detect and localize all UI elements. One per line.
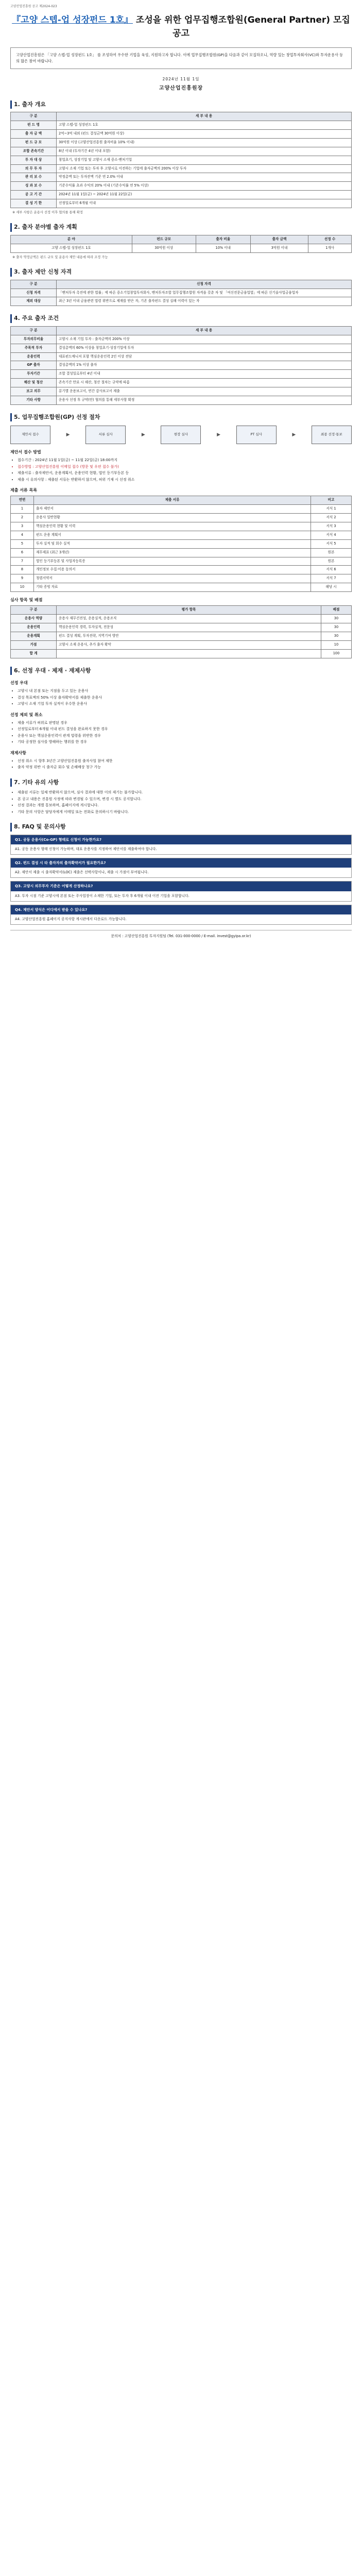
table-cell: 3억원 이내 [250,244,308,252]
row-key: 주목적 투자 [11,344,57,352]
row-value: 창업초기, 성장기업 및 고양시 소재 중소·벤처기업 [57,156,352,164]
list-item: • 기타 문의 사항은 담당자에게 이메일 또는 전화로 문의하시기 바랍니다. [18,809,352,815]
list-item: • 본 공고 내용은 진흥원 사정에 따라 변경될 수 있으며, 변경 시 별도 공지합니다. [18,796,352,802]
list-item: • 제출서류 : 출자제안서, 운용계획서, 운용인력 현황, 법인 등기부등본 등 [18,470,352,476]
col-header: 펀드 규모 [132,235,196,244]
row-value: 기준수익률 초과 수익의 20% 이내 (기준수익률 연 5% 이상) [57,182,352,191]
col-header: 선정 수 [308,235,352,244]
row-value: 고양시 소재 기업 또는 투자 후 고양시로 이전하는 기업에 출자금액의 200% 이상 투자 [57,164,352,173]
notice-date: 2024년 11월 1일 [162,77,200,82]
fund-overview-table [10,112,352,208]
table-row: 2 운용사 일반현황 서식 2 [11,514,352,522]
faq-question: Q2. 펀드 결성 시 타 출자자의 출자확약서가 필요한가요? [11,858,351,868]
list-item: • 제출된 서류는 일체 반환하지 않으며, 심사 결과에 대한 이의 제기는 불가합니다. [18,790,352,795]
row-key: 제외 대상 [11,297,57,306]
faq-question: Q4. 제안서 양식은 어디에서 받을 수 있나요? [11,905,351,915]
row-value: 8년 이내 (투자기간 4년 이내 포함) [57,147,352,156]
row-value: 고양시 소재 기업 투자 : 출자금액의 200% 이상 [57,335,352,344]
row-value: 선정일로부터 6개월 이내 [57,199,352,208]
table-cell: 1개사 [308,244,352,252]
title-suffix: 조성을 위한 업무집행조합원(General Partner) 모집 공고 [135,15,350,39]
list-item: • 접수기간 : 2024년 11월 1일(금) ~ 11월 22일(금) 18:00까지 [18,457,352,463]
table-row: 9 청렴서약서 서식 7 [11,574,352,583]
notes-list [10,790,352,815]
row-value: 2024년 11월 1일(금) ~ 2024년 11월 22일(금) [57,191,352,199]
col-label: 구 분 [11,112,57,121]
list-item: • 출자 약정 위반 시 출자금 회수 및 손해배상 청구 가능 [18,765,352,770]
row-value: 2억~3억 내외 (펀드 결성금액 30억원 이상) [57,130,352,139]
col-header: 구 분 [11,606,57,615]
row-key: 투자기간 [11,370,57,379]
faq-item [10,881,352,901]
section-2-heading: 2. 출자 분야별 출자 계획 [10,223,352,232]
row-key: GP 출자 [11,361,57,370]
row-value: 최근 3년 이내 금융관련 법령 위반으로 제재를 받은 자, 기존 출자펀드 결성 실패 이력이 있는 자 [57,297,352,306]
row-value: 대표펀드매니저 포함 핵심운용인력 2인 이상 전담 [57,352,352,361]
table-cell: 고양 스텝-업 성장펀드 1호 [11,244,132,252]
list-item: • 고양시 내 본점 또는 지점을 두고 있는 운용사 [18,688,352,694]
issuer-name: 고양산업진흥원장 [159,85,203,91]
section-4-heading: 4. 주요 출자 조건 [10,314,352,323]
investment-plan-table [10,235,352,253]
flow-step: 현장 실사 [161,426,201,444]
faq-question: Q3. 고양시 의무투자 기준은 어떻게 산정하나요? [11,882,351,891]
evaluation-table [10,605,352,658]
row-value: 「벤처투자 촉진에 관한 법률」에 따른 중소기업창업투자회사, 벤처투자조합 업무집행조합원 자격을 갖춘 자 및 「여신전문금융업법」에 따른 신기술사업금융업자 [57,289,352,297]
col-header: 구 분 [11,280,57,289]
row-key: 운용인력 [11,352,57,361]
faq-question: Q1. 공동 운용사(Co-GP) 형태로 신청이 가능한가요? [11,835,351,845]
row-value: 운용사 선정 후 규약(안) 협의를 통해 세부사항 확정 [57,396,352,404]
table-cell: 30억원 이상 [132,244,196,252]
row-key: 펀 드 규 모 [11,138,57,147]
list-item: • 제출 시 유의사항 : 제출된 서류는 반환하지 않으며, 허위 기재 시 선정 취소 [18,477,352,483]
contact-info: 문의처 : 고양산업진흥원 투자지원팀 (Tel. 031-000-0000 / E-mail. invest@gyipa.or.kr) [10,930,352,939]
row-key: 펀 드 명 [11,121,57,130]
list-item: • 고양시 소재 기업 투자 실적이 우수한 운용사 [18,701,352,707]
title-box [10,14,352,40]
row-value: 존속기간 만료 시 해산, 청산 절차는 규약에 따름 [57,379,352,387]
table-row: 10 기타 증빙 자료 해당 시 [11,583,352,592]
sanction-heading: 재제사항 [10,750,26,755]
row-key: 투자의무비율 [11,335,57,344]
col-header: 신청 자격 [57,280,352,289]
arrow-right-icon: ▶ [66,432,70,437]
section-3-heading: 3. 출자 제안 신청 자격 [10,268,352,277]
row-key: 의 무 투 자 [11,164,57,173]
row-key: 출 자 금 액 [11,130,57,139]
flow-step: PT 심사 [236,426,277,444]
row-key: 보고 의무 [11,387,57,396]
section-5-heading: 5. 업무집행조합원(GP) 선정 절차 [10,413,352,422]
sanction-list [10,758,352,770]
list-item: • 결성 목표액의 50% 이상 출자확약서를 제출한 운용사 [18,695,352,701]
row-key: 조합 존속기간 [11,147,57,156]
row-key: 기타 사항 [11,396,57,404]
row-value: 조합 결성일로부터 4년 이내 [57,370,352,379]
preference-heading: 선정 우대 [10,681,28,685]
flow-step: 최종 선정·통보 [312,426,352,444]
section-1-heading: 1. 출자 개요 [10,100,352,109]
preference-list [10,688,352,707]
notice-number: 고양산업진흥원 공고 제2024-023 [10,5,57,8]
row-value: 결성총액의 60% 이상을 창업초기·성장기업에 투자 [57,344,352,352]
arrow-right-icon: ▶ [217,432,221,437]
col-header: 연번 [11,496,34,505]
col-header: 배점 [321,606,352,615]
table-row: 5 투자 실적 및 회수 실적 서식 5 [11,539,352,548]
documents-table [10,496,352,592]
row-key: 투 자 대 상 [11,156,57,164]
intro-paragraph: 고양산업진흥원은 「고양 스텝-업 성장펀드 1호」 를 조성하여 우수한 기업을 육성, 지원하고자 합니다. 이에 업무집행조합원(GP)을 다음과 같이 모집하오니, 역량 있는 창업투자회사(VC)와 투자운용사 등의 많은 참여 바랍니다. [10,47,352,69]
row-value: 고양 스텝-업 성장펀드 1호 [57,121,352,130]
row-value: 30억원 이상 (고양산업진흥원 출자비율 10% 이내) [57,138,352,147]
faq-item [10,835,352,855]
faq-answer: A2. 제안서 제출 시 출자확약서(LOC) 제출은 선택사항이나, 제출 시 가점이 부여됩니다. [15,870,149,875]
faq-answer: A4. 고양산업진흥원 홈페이지 공지사항 게시판에서 다운로드 가능합니다. [15,917,127,922]
page-title [10,14,352,40]
table-cell: 10% 이내 [196,244,250,252]
row-key: 신청 자격 [11,289,57,297]
col-header: 제출 서류 [34,496,311,505]
list-item: • 선정일로부터 6개월 이내 펀드 결성을 완료하지 못한 경우 [18,726,352,732]
table-row: 가점 고양시 소재 운용사, 추가 출자 확약 10 [11,640,352,649]
flow-step: 제안서 접수 [10,426,50,444]
table-row: 6 재무제표 (최근 3개년) 원본 [11,548,352,557]
faq-item [10,858,352,878]
table-row: 합 계 100 [11,649,352,658]
table-row: 운용인력 핵심운용인력 경력, 투자실적, 전문성 30 [11,623,352,632]
notice-page [0,0,362,949]
col-header: 분 야 [11,235,132,244]
flow-step: 서류 심사 [85,426,126,444]
table-row: 7 법인 등기부등본 및 사업자등록증 원본 [11,557,352,566]
col-header: 평가 항목 [57,606,321,615]
submission-list [10,457,352,482]
documents-heading: 제출 서류 목록 [10,488,37,493]
table-row: 4 펀드 운용 계획서 서식 4 [11,531,352,539]
col-header: 출자 비율 [196,235,250,244]
section-1-note: ※ 세부 사항은 운용사 선정 이후 협의를 통해 확정 [12,211,83,215]
row-key: 공 고 기 간 [11,191,57,199]
table-row: 3 핵심운용인력 현황 및 이력 서식 3 [11,522,352,531]
faq-answer: A1. 공동 운용사 형태 신청이 가능하며, 대표 운용사를 지정하여 제안서를 제출하여야 합니다. [15,847,157,851]
list-item: • 선정 결과는 개별 통보하며, 홈페이지에 게시합니다. [18,803,352,808]
selection-flow [10,426,352,444]
row-key: 관 리 보 수 [11,173,57,182]
row-key: 결 성 기 한 [11,199,57,208]
table-row: 1 출자 제안서 서식 1 [11,505,352,514]
title-fund-name: 『고양 스텝-업 성장펀드 1호』 [12,15,133,25]
submission-method-heading: 제안서 접수 방법 [10,450,41,455]
arrow-right-icon: ▶ [141,432,145,437]
issuer [10,76,352,92]
section-7-heading: 7. 기타 유의 사항 [10,778,352,787]
row-key: 해산 및 청산 [11,379,57,387]
list-item: • 선정 취소 시 향후 3년간 고양산업진흥원 출자사업 참여 제한 [18,758,352,764]
col-header: 출자 금액 [250,235,308,244]
row-key: 성 과 보 수 [11,182,57,191]
exclusion-heading: 선정 제외 및 취소 [10,712,43,717]
row-value: 분기별 운용보고서, 연간 감사보고서 제출 [57,387,352,396]
section-6-heading: 6. 선정 우대 · 제재 · 재제사항 [10,667,352,675]
eligibility-table [10,280,352,307]
section-8-heading: 8. FAQ 및 문의사항 [10,823,352,832]
faq-item [10,905,352,925]
col-content: 세 부 내 용 [57,112,352,121]
arrow-right-icon: ▶ [292,432,296,437]
list-item: • 접수방법 : 고양산업진흥원 이메일 접수 (방문 및 우편 접수 불가) [18,464,352,470]
exclusion-list [10,720,352,745]
list-item: • 운용사 또는 핵심운용인력이 관계 법령을 위반한 경우 [18,733,352,739]
list-item: • 기타 공정한 심사를 방해하는 행위를 한 경우 [18,739,352,745]
col-header: 비고 [311,496,352,505]
conditions-table [10,326,352,405]
evaluation-heading: 심사 항목 및 배점 [10,598,43,603]
col-header: 세 부 내 용 [57,326,352,335]
faq-answer: A3. 투자 시점 기준 고양시에 본점 또는 주사업장이 소재한 기업, 또는 투자 후 6개월 이내 이전 기업을 포함합니다. [15,893,189,898]
col-header: 구 분 [11,326,57,335]
section-2-note: ※ 출자 약정금액은 펀드 규모 및 운용사 제안 내용에 따라 조정 가능 [12,255,108,259]
table-row: 운용계획 펀드 결성 계획, 투자전략, 지역기여 방안 30 [11,632,352,640]
table-row: 8 개인정보 수집·이용 동의서 서식 6 [11,566,352,574]
list-item: • 제출 서류가 허위로 판명된 경우 [18,720,352,726]
table-row: 운용사 역량 운용사 재무건전성, 운용실적, 운용조직 30 [11,615,352,623]
row-value: 결성총액의 1% 이상 출자 [57,361,352,370]
row-value: 약정총액 또는 투자잔액 기준 연 2.0% 이내 [57,173,352,182]
